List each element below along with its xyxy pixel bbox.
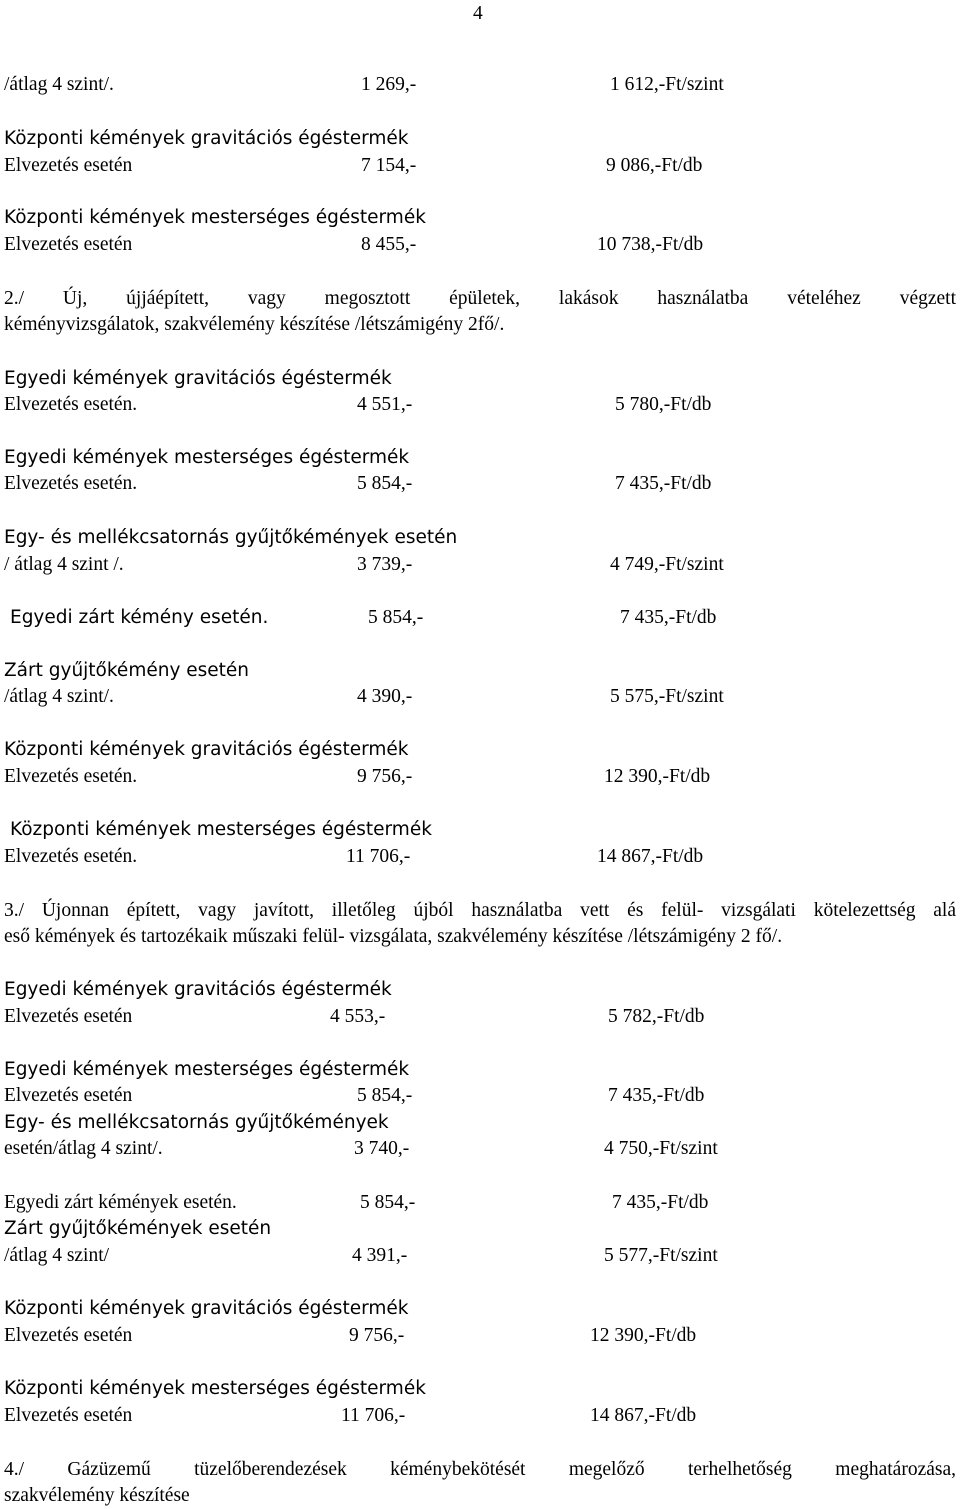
item-heading: Központi kémények mesterséges égéstermék (4, 1378, 426, 1399)
item-price-gross: 4 749,-Ft/szint (610, 554, 724, 575)
item-price-gross: 7 435,-Ft/db (620, 607, 717, 628)
item-heading: Egy- és mellékcsatornás gyűjtőkémények esetén (4, 527, 458, 548)
item-heading: Központi kémények gravitációs égéstermék (4, 128, 409, 149)
item-price-net: 3 740,- (354, 1138, 410, 1159)
item-price-net: 5 854,- (357, 1085, 413, 1106)
item-heading: Egyedi kémények gravitációs égéstermék (4, 979, 392, 1000)
item-heading: Zárt gyűjtőkémények esetén (4, 1218, 272, 1239)
item-price-net: 4 553,- (330, 1006, 386, 1027)
item-label: Egyedi zárt kémények esetén. (4, 1192, 237, 1213)
paragraph-line: eső kémények és tartozékaik műszaki felül- vizsgálata, szakvélemény készítése /létszámigény 2 fő/. (4, 926, 783, 947)
item-price-gross: 12 390,-Ft/db (590, 1325, 697, 1346)
item-label: /átlag 4 szint/. (4, 74, 114, 95)
item-label: Egyedi zárt kémény esetén. (10, 607, 269, 628)
paragraph-line: 2./ Új, újjáépített, vagy megosztott épületek, lakások használatba vételéhez végzett (4, 288, 956, 309)
item-label: Elvezetés esetén. (4, 766, 138, 787)
item-label: Elvezetés esetén (4, 1006, 133, 1027)
item-heading: Egyedi kémények mesterséges égéstermék (4, 1059, 410, 1080)
item-price-net: 9 756,- (357, 766, 413, 787)
paragraph-line: 4./ Gázüzemű tüzelőberendezések kéménybekötését megelőző terhelhetőség meghatározása, (4, 1459, 956, 1480)
item-price-gross: 4 750,-Ft/szint (604, 1138, 718, 1159)
item-label: Elvezetés esetén (4, 155, 133, 176)
item-price-net: 4 391,- (352, 1245, 408, 1266)
item-label: Elvezetés esetén (4, 1405, 133, 1426)
item-price-net: 5 854,- (360, 1192, 416, 1213)
item-price-net: 4 551,- (357, 394, 413, 415)
item-label: esetén/átlag 4 szint/. (4, 1138, 163, 1159)
paragraph-line: 3./ Újonnan épített, vagy javított, illetőleg újból használatba vett és felül- vizsgálati kötelezettség alá (4, 900, 956, 921)
item-price-net: 1 269,- (361, 74, 417, 95)
item-heading: Központi kémények mesterséges égéstermék (4, 207, 426, 228)
item-price-net: 4 390,- (357, 686, 413, 707)
item-heading: Központi kémények gravitációs égéstermék (4, 739, 409, 760)
item-price-gross: 14 867,-Ft/db (597, 846, 704, 867)
item-price-gross: 9 086,-Ft/db (606, 155, 703, 176)
item-price-net: 8 455,- (361, 234, 417, 255)
item-heading: Zárt gyűjtőkémény esetén (4, 660, 250, 681)
item-label: /átlag 4 szint/. (4, 686, 114, 707)
item-price-gross: 5 577,-Ft/szint (604, 1245, 718, 1266)
item-price-gross: 7 435,-Ft/db (612, 1192, 709, 1213)
item-price-gross: 5 782,-Ft/db (608, 1006, 705, 1027)
item-label: Elvezetés esetén. (4, 473, 138, 494)
section-2-paragraph (4, 286, 956, 338)
item-label: Elvezetés esetén. (4, 394, 138, 415)
item-heading: Egy- és mellékcsatornás gyűjtőkémények (4, 1112, 389, 1133)
item-price-net: 9 756,- (349, 1325, 405, 1346)
item-heading: Központi kémények mesterséges égéstermék (10, 819, 432, 840)
item-label: Elvezetés esetén. (4, 846, 138, 867)
item-heading: Egyedi kémények gravitációs égéstermék (4, 368, 392, 389)
section-3-paragraph (4, 898, 956, 950)
item-label: /átlag 4 szint/ (4, 1245, 110, 1266)
item-price-net: 3 739,- (357, 554, 413, 575)
item-price-gross: 14 867,-Ft/db (590, 1405, 697, 1426)
item-price-gross: 5 780,-Ft/db (615, 394, 712, 415)
page-number: 4 (473, 3, 483, 24)
paragraph-line: kéményvizsgálatok, szakvélemény készítése /létszámigény 2fő/. (4, 314, 505, 335)
item-price-net: 11 706,- (341, 1405, 406, 1426)
item-price-gross: 7 435,-Ft/db (615, 473, 712, 494)
item-label: Elvezetés esetén (4, 1085, 133, 1106)
item-price-gross: 10 738,-Ft/db (597, 234, 704, 255)
item-price-net: 7 154,- (361, 155, 417, 176)
item-price-net: 11 706,- (346, 846, 411, 867)
item-label: Elvezetés esetén (4, 234, 133, 255)
item-price-net: 5 854,- (368, 607, 424, 628)
item-heading: Egyedi kémények mesterséges égéstermék (4, 447, 410, 468)
item-price-gross: 5 575,-Ft/szint (610, 686, 724, 707)
item-price-gross: 7 435,-Ft/db (608, 1085, 705, 1106)
item-label: / átlag 4 szint /. (4, 554, 124, 575)
section-4-paragraph (4, 1457, 956, 1509)
item-price-gross: 12 390,-Ft/db (604, 766, 711, 787)
paragraph-line: szakvélemény készítése (4, 1485, 190, 1506)
item-price-net: 5 854,- (357, 473, 413, 494)
item-label: Elvezetés esetén (4, 1325, 133, 1346)
item-heading: Központi kémények gravitációs égéstermék (4, 1298, 409, 1319)
item-price-gross: 1 612,-Ft/szint (610, 74, 724, 95)
